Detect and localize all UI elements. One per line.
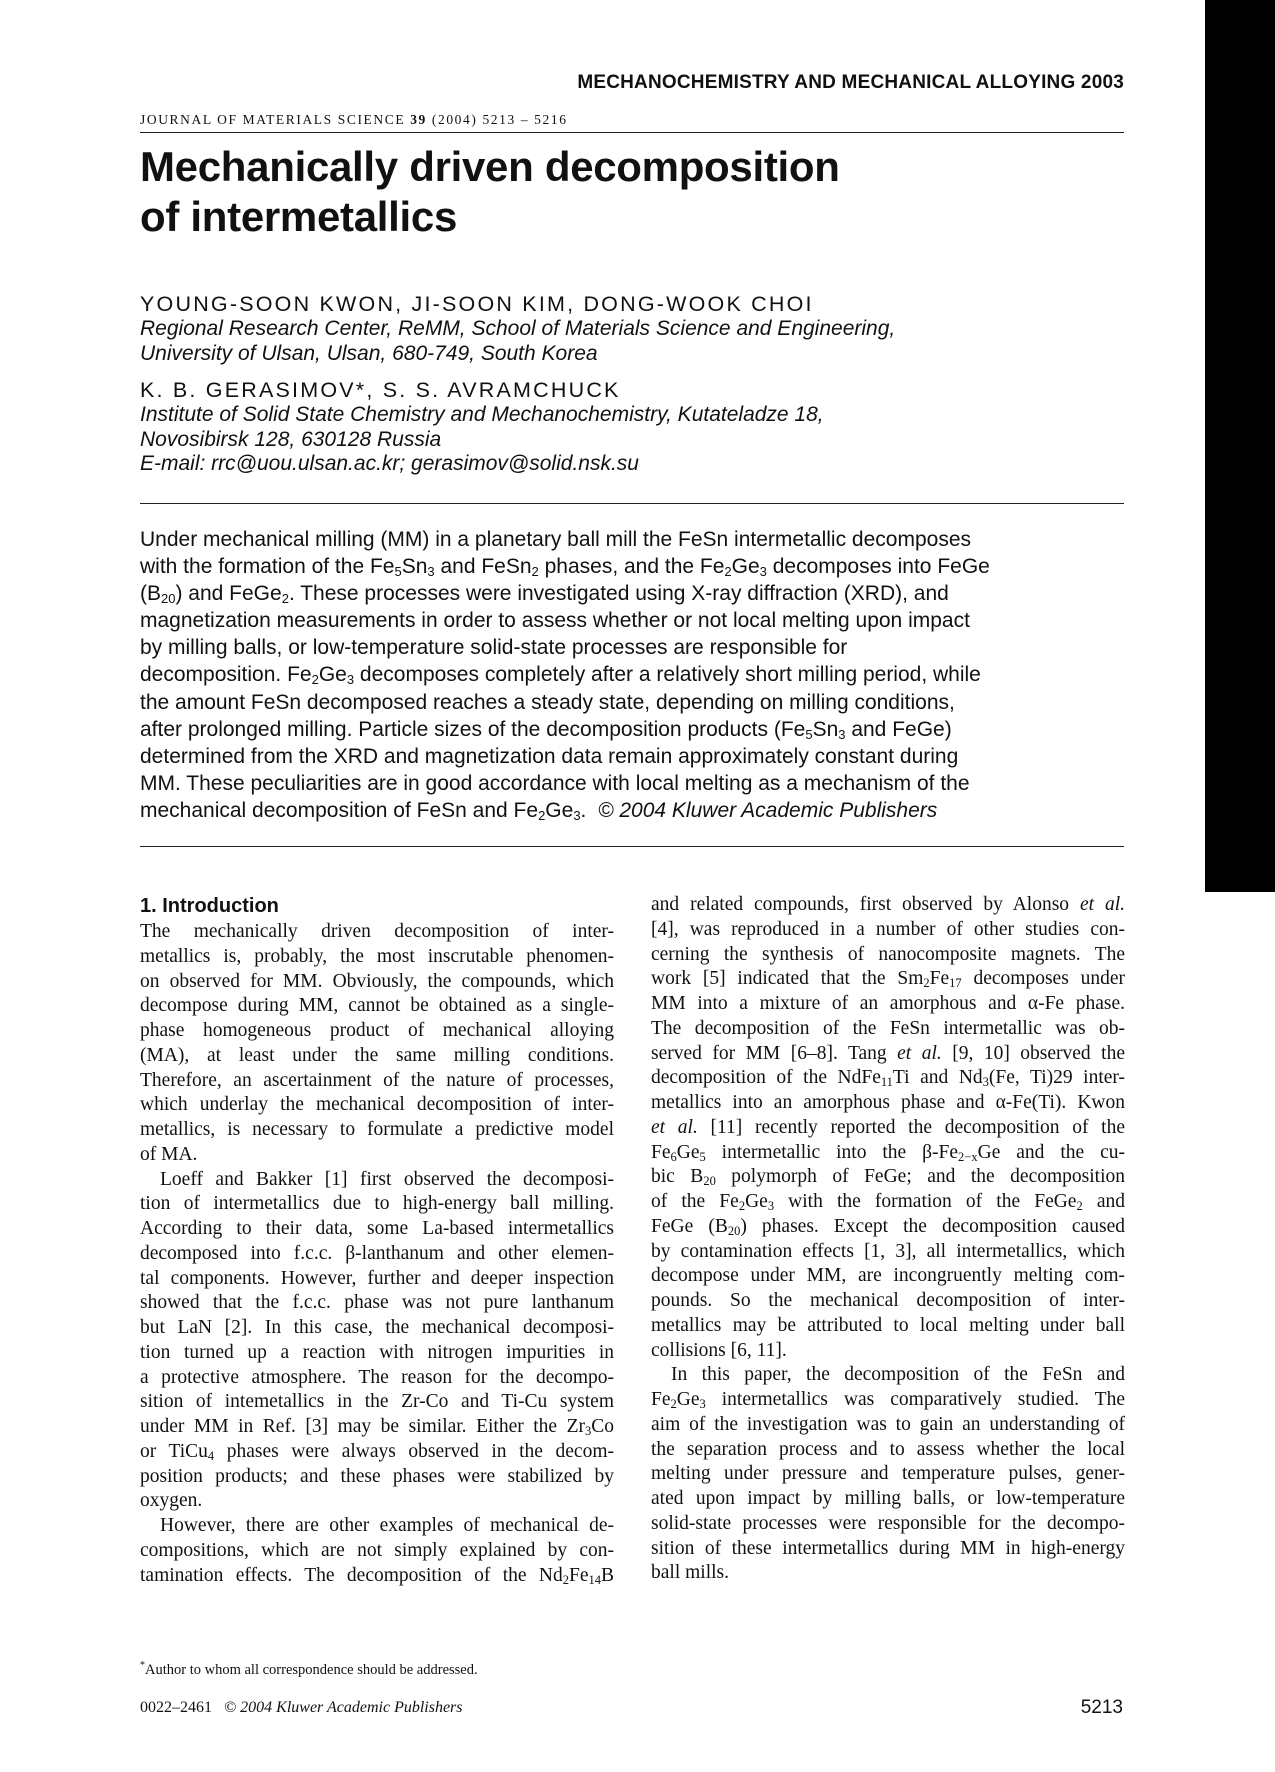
- body-line: In this paper, the decomposition of the FeSn and: [671, 1364, 1125, 1386]
- abstract-line: $(B_{20})$ and FeGe$_2$. These processes were investigated using X-ray diffraction (XRD), and: [140, 582, 949, 607]
- body-line: decomposed into f.c.c. β-lanthanum and other elemen-: [140, 1242, 614, 1264]
- affiliation-1: [140, 317, 895, 366]
- author-names-1: YOUNG-SOON KWON, JI-SOON KIM, DONG-WOOK CHOI: [140, 292, 814, 316]
- affiliation-line: Institute of Solid State Chemistry and Mechanochemistry, Kutateladze 18,: [140, 403, 824, 426]
- journal-name: JOURNAL OF MATERIALS SCIENCE: [140, 112, 406, 127]
- side-tab-marker: [1205, 0, 1275, 892]
- abstract-line: after prolonged milling. Particle sizes of the decomposition products ($Fe_5Sn_3$ and FeGe): [140, 717, 952, 742]
- affiliation-line: Regional Research Center, ReMM, School of Materials Science and Engineering,: [140, 317, 896, 340]
- footer-copyright: © 2004 Kluwer Academic Publishers: [224, 1699, 463, 1716]
- body-line: $Fe_2Ge_3$ intermetallics was comparatively studied. The: [651, 1389, 1125, 1411]
- affiliation-2: [140, 403, 824, 477]
- header-rule: [140, 132, 1124, 133]
- footnote: *Author to whom all correspondence should be addressed.: [140, 1660, 478, 1678]
- title-line-1: Mechanically driven decomposition: [140, 143, 840, 190]
- body-line: of the $Fe_2Ge_3$ with the formation of the FeGe$_2$ and: [651, 1191, 1125, 1213]
- body-line: The decomposition of the FeSn intermetallic was ob-: [651, 1017, 1125, 1039]
- body-line: the separation process and to assess whether the local: [651, 1438, 1125, 1460]
- author-names-2: K. B. GERASIMOV*, S. S. AVRAMCHUCK: [140, 378, 621, 402]
- body-line: Loeff and Bakker [1] first observed the decomposi-: [160, 1168, 614, 1190]
- abstract-top-rule: [140, 503, 1124, 504]
- abstract-line: Under mechanical milling (MM) in a planetary ball mill the FeSn intermetallic decomposes: [140, 528, 971, 551]
- body-line: Therefore, an ascertainment of the nature of processes,: [140, 1069, 614, 1091]
- body-line: According to their data, some La-based intermetallics: [140, 1218, 614, 1239]
- body-line: tion turned up a reaction with nitrogen impurities in: [140, 1341, 614, 1363]
- body-line: ated upon impact by milling balls, or low-temperature: [651, 1488, 1125, 1509]
- series-title: MECHANOCHEMISTRY AND MECHANICAL ALLOYING 2003: [577, 72, 1124, 93]
- body-line: served for MM [6–8]. Tang et al. [9, 10] observed the: [651, 1042, 1125, 1064]
- body-line: et al. [11] recently reported the decomposition of the: [651, 1116, 1125, 1138]
- body-line: metallics, is necessary to formulate a predictive model: [140, 1119, 614, 1140]
- body-line: aim of the investigation was to gain an understanding of: [651, 1413, 1125, 1435]
- body-line: bic $B_{20}$ polymorph of FeGe; and the decomposition: [651, 1166, 1125, 1189]
- body-line: pounds. So the mechanical decomposition of inter-: [651, 1290, 1125, 1311]
- abstract-line: the amount FeSn decomposed reaches a steady state, depending on milling conditions,: [140, 690, 955, 714]
- body-line: position products; and these phases were stabilized by: [140, 1465, 614, 1487]
- abstract-line: decomposition. $Fe_2Ge_3$ decomposes completely after a relatively short milling period, while: [140, 663, 981, 688]
- abstract-line: MM. These peculiarities are in good accordance with local melting as a mechanism of the: [140, 771, 970, 795]
- journal-volume: 39: [410, 112, 427, 127]
- body-line: collisions [6, 11].: [651, 1339, 787, 1361]
- abstract: [140, 526, 1130, 824]
- left-column: [140, 893, 614, 1588]
- body-line: on observed for MM. Obviously, the compounds, which: [140, 970, 614, 992]
- title-line-2: of intermetallics: [140, 193, 457, 240]
- body-line: sition of these intermetallics during MM in high-energy: [651, 1537, 1125, 1559]
- journal-citation: [140, 112, 568, 128]
- body-line: phase homogeneous product of mechanical alloying: [140, 1020, 614, 1041]
- body-line: a protective atmosphere. The reason for the decompo-: [140, 1366, 614, 1388]
- body-line: cerning the synthesis of nanocomposite magnets. The: [651, 943, 1125, 965]
- body-line: tamination effects. The decomposition of the $Nd_2Fe_{14}B$: [140, 1564, 614, 1587]
- body-line: decompose under MM, are incongruently melting com-: [651, 1265, 1125, 1287]
- abstract-line: determined from the XRD and magnetization data remain approximately constant during: [140, 744, 959, 768]
- body-line: compositions, which are not simply explained by con-: [140, 1539, 614, 1561]
- body-line: by contamination effects [1, 3], all intermetallics, which: [651, 1240, 1125, 1262]
- body-line: of MA.: [140, 1143, 198, 1165]
- body-line: decomposition of the NdFe$_{11}$Ti and $Nd_3(Fe$, Ti)29 inter-: [651, 1067, 1125, 1090]
- article-title: [140, 142, 840, 242]
- body-line: MM into a mixture of an amorphous and α-Fe phase.: [651, 993, 1125, 1014]
- abstract-line: mechanical decomposition of FeSn and $Fe_2Ge_3$.: [140, 798, 587, 823]
- affiliation-line: Novosibirsk 128, 630128 Russia: [140, 427, 442, 451]
- body-line: sition of intemetallics in the Zr-Co and Ti-Cu system: [140, 1391, 614, 1413]
- affiliation-line: University of Ulsan, Ulsan, 680-749, South Korea: [140, 341, 598, 365]
- body-line: under MM in Ref. [3] may be similar. Either the $Zr_3Co$: [140, 1416, 614, 1438]
- abstract-bottom-rule: [140, 846, 1124, 847]
- body-line: (MA), at least under the same milling conditions.: [140, 1044, 614, 1066]
- body-line: or TiCu$_4$ phases were always observed in the decom-: [140, 1440, 614, 1463]
- journal-year-pages: (2004) 5213 – 5216: [431, 112, 568, 127]
- body-line: [4], was reproduced in a number of other studies con-: [651, 918, 1125, 940]
- abstract-line: magnetization measurements in order to assess whether or not local melting upon impact: [140, 609, 970, 633]
- body-line: which underlay the mechanical decomposition of inter-: [140, 1094, 614, 1116]
- body-line: metallics is, probably, the most inscrutable phenomen-: [140, 945, 614, 967]
- abstract-last-line: [140, 797, 1130, 824]
- affiliation-email: E-mail: rrc@uou.ulsan.ac.kr; gerasimov@solid.nsk.su: [140, 452, 639, 475]
- body-line: work [5] indicated that the $Sm_2Fe_{17}$ decomposes under: [651, 968, 1125, 991]
- page-number: 5213: [1080, 1697, 1123, 1718]
- body-line: ball mills.: [651, 1562, 729, 1584]
- body-line: $Fe_6Ge_5$ intermetallic into the $\beta-Fe_{2-x}Ge$ and the cu-: [651, 1141, 1125, 1164]
- body-line: FeGe $(B_{20})$ phases. Except the decomposition caused: [651, 1215, 1125, 1238]
- body-line: and related compounds, first observed by Alonso et al.: [651, 894, 1125, 915]
- abstract-line: with the formation of the $Fe_5Sn_3$ and FeSn$_2$ phases, and the $Fe_2Ge_3$ decomposes into FeGe: [140, 555, 990, 580]
- body-line: metallics may be attributed to local melting under ball: [651, 1314, 1125, 1336]
- abstract-line: by milling balls, or low-temperature solid-state processes are responsible for: [140, 636, 848, 660]
- body-line: The mechanically driven decomposition of inter-: [140, 921, 614, 942]
- body-line: melting under pressure and temperature pulses, gener-: [651, 1463, 1125, 1485]
- issn: 0022–2461: [140, 1699, 212, 1716]
- body-line: tal components. However, further and deeper inspection: [140, 1267, 614, 1289]
- body-line: showed that the f.c.c. phase was not pure lanthanum: [140, 1292, 614, 1314]
- body-line: but LaN [2]. In this case, the mechanical decomposi-: [140, 1317, 614, 1338]
- body-line: metallics into an amorphous phase and α-Fe(Ti). Kwon: [651, 1092, 1125, 1113]
- abstract-copyright: © 2004 Kluwer Academic Publishers: [598, 798, 938, 822]
- body-line: decompose during MM, cannot be obtained as a single-: [140, 995, 614, 1017]
- body-line: However, there are other examples of mechanical de-: [160, 1515, 614, 1536]
- body-line: solid-state processes were responsible for the decompo-: [651, 1512, 1125, 1534]
- footer-issn-line: [140, 1699, 463, 1717]
- body-line: tion of intermetallics due to high-energy ball milling.: [140, 1193, 614, 1215]
- section-heading: 1. Introduction: [140, 895, 279, 917]
- body-line: oxygen.: [140, 1490, 203, 1512]
- right-column: [651, 893, 1125, 1586]
